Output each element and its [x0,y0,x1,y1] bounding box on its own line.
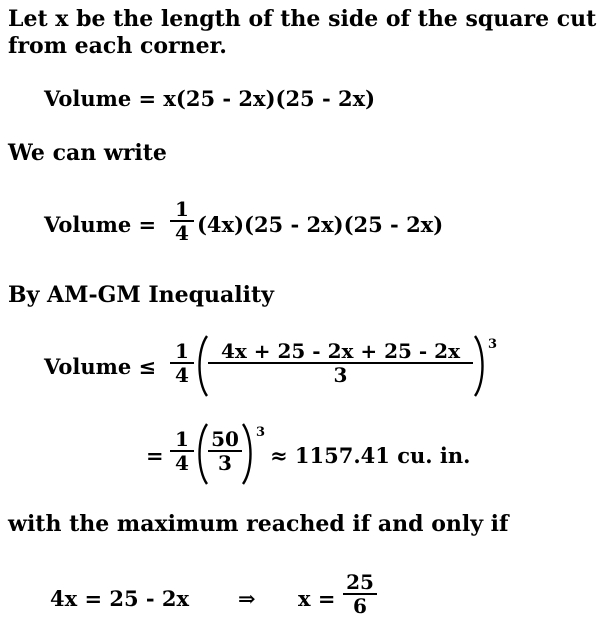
maximum-condition-text: with the maximum reached if and only if [8,511,509,537]
eq4-exponent: 3 [256,425,266,440]
eq2-lhs: Volume = [44,212,157,237]
eq3-exponent: 3 [488,337,498,352]
eq2-numerator: 1 [175,197,189,221]
eq4-right-paren [241,422,255,486]
eq4-coefficient [170,428,194,474]
intro-line-1: Let x be the length of the side of the square cut [8,6,597,32]
eq5-fraction [343,571,377,617]
eq3-inner-numerator: 4x + 25 - 2x + 25 - 2x [220,339,460,363]
we-can-write-text: We can write [8,140,167,166]
eq2-fraction [170,198,194,244]
eq4-inner-fraction [208,428,242,474]
eq2-rhs: (4x)(25 - 2x)(25 - 2x) [197,212,444,237]
eq4-equals: = [146,443,164,468]
eq4-left-paren [195,422,209,486]
eq3-coef-numerator: 1 [175,339,189,363]
eq4-inner-numerator: 50 [211,427,239,451]
eq3-lhs: Volume ≤ [44,354,157,379]
eq4-coef-denominator: 4 [175,451,189,475]
eq3-inner-denominator: 3 [333,363,348,387]
eq4-coef-numerator: 1 [175,427,189,451]
eq3-coefficient [170,340,194,386]
intro-line-2: from each corner. [8,33,227,59]
volume-equation: Volume = x(25 - 2x)(25 - 2x) [44,86,376,111]
eq4-result: ≈ 1157.41 cu. in. [270,443,471,468]
eq5-numerator: 25 [346,570,374,594]
eq3-left-paren [195,334,209,398]
amgm-heading: By AM-GM Inequality [8,282,274,308]
eq5-x-equals: x = [298,586,336,611]
eq3-inner-fraction [208,340,473,386]
eq5-lhs: 4x = 25 - 2x [50,586,190,611]
eq3-right-paren [473,334,487,398]
eq2-denominator: 4 [175,221,189,245]
eq4-inner-denominator: 3 [218,451,232,475]
eq3-coef-denominator: 4 [175,363,189,387]
implies-arrow-icon: ⇒ [238,586,256,611]
eq5-denominator: 6 [353,594,367,618]
